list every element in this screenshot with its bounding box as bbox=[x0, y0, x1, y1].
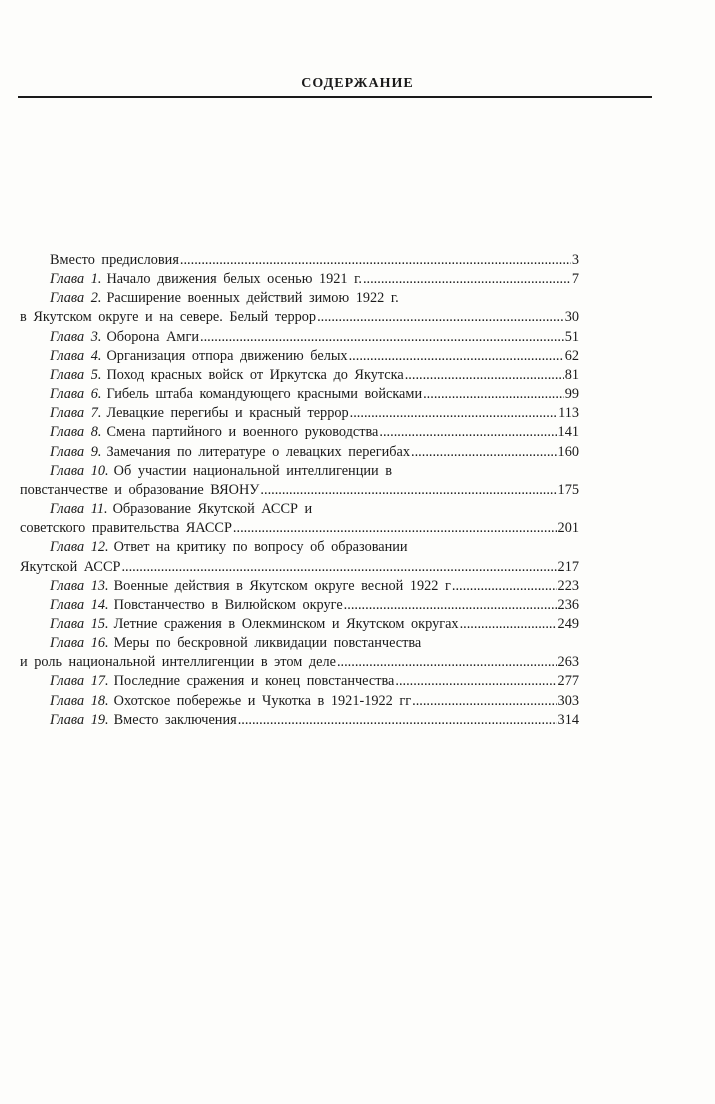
chapter-label: Глава 3. bbox=[50, 328, 102, 345]
toc-entry-line bbox=[20, 539, 579, 558]
toc-entry-line bbox=[20, 635, 579, 654]
chapter-label: Глава 18. bbox=[50, 692, 109, 709]
dot-leader bbox=[405, 367, 564, 384]
entry-title-continued: повстанчестве и образование ВЯОНУ bbox=[20, 481, 260, 498]
entry-title: Левацкие перегибы и красный террор bbox=[106, 405, 349, 422]
toc-entry-line-continued bbox=[20, 520, 579, 539]
page-number: 62 bbox=[564, 347, 579, 364]
toc-entry-line bbox=[20, 597, 579, 616]
page-number: 263 bbox=[557, 654, 579, 671]
entry-title: Охотское побережье и Чукотка в 1921-1922 гг bbox=[113, 692, 412, 709]
entry-title: Расширение военных действий зимою 1922 г. bbox=[106, 290, 399, 307]
chapter-label: Глава 14. bbox=[50, 596, 109, 613]
dot-leader bbox=[233, 520, 557, 537]
entry-title: Вместо предисловия bbox=[50, 252, 179, 268]
dot-leader bbox=[344, 597, 557, 614]
toc-entry-line-continued bbox=[20, 482, 579, 501]
dot-leader bbox=[411, 444, 557, 461]
dot-leader bbox=[423, 386, 564, 403]
toc-entry-line bbox=[20, 405, 579, 424]
entry-title-continued: в Якутском округе и на севере. Белый террор bbox=[20, 309, 317, 326]
chapter-label: Глава 10. bbox=[50, 462, 109, 479]
dot-leader bbox=[460, 616, 557, 633]
dot-leader bbox=[238, 712, 557, 729]
page-number: 30 bbox=[564, 309, 579, 326]
entry-title: Смена партийного и военного руководства bbox=[106, 424, 379, 441]
page-number: 3 bbox=[571, 252, 579, 268]
page-number: 99 bbox=[564, 386, 579, 403]
chapter-label: Глава 15. bbox=[50, 615, 109, 632]
page-number: 160 bbox=[557, 443, 579, 460]
dot-leader bbox=[180, 252, 571, 269]
chapter-label: Глава 7. bbox=[50, 405, 102, 422]
page-number: 201 bbox=[557, 520, 579, 537]
entry-title-continued: советского правительства ЯАССР bbox=[20, 520, 232, 537]
dot-leader bbox=[379, 424, 556, 441]
dot-leader bbox=[349, 348, 564, 365]
entry-title: Об участии национальной интеллигенции в bbox=[113, 462, 392, 479]
toc-entry-line bbox=[20, 501, 579, 520]
dot-leader bbox=[200, 329, 564, 346]
chapter-label: Глава 8. bbox=[50, 424, 102, 441]
toc-entry-line bbox=[20, 673, 579, 692]
dot-leader bbox=[412, 693, 556, 710]
chapter-label: Глава 2. bbox=[50, 290, 102, 307]
page-number: 51 bbox=[564, 328, 579, 345]
chapter-label: Глава 13. bbox=[50, 577, 109, 594]
page-number: 175 bbox=[557, 481, 579, 498]
entry-title-continued: и роль национальной интеллигенции в этом деле bbox=[20, 654, 336, 671]
chapter-label: Глава 16. bbox=[50, 635, 109, 652]
toc-entry-line bbox=[20, 444, 579, 463]
chapter-label: Глава 11. bbox=[50, 501, 108, 518]
chapter-label: Глава 6. bbox=[50, 386, 102, 403]
page-number: 314 bbox=[557, 711, 579, 728]
page-number: 81 bbox=[564, 366, 579, 383]
dot-leader bbox=[317, 309, 564, 326]
toc-entry-line bbox=[20, 329, 579, 348]
entry-title: Последние сражения и конец повстанчества bbox=[113, 673, 395, 690]
entry-title: Меры по бескровной ликвидации повстанчества bbox=[113, 635, 422, 652]
heading-rule bbox=[18, 96, 652, 98]
entry-title: Гибель штаба командующего красными войсками bbox=[106, 386, 423, 403]
entry-title: Образование Якутской АССР и bbox=[112, 501, 313, 518]
toc-entry-line bbox=[20, 252, 579, 271]
dot-leader bbox=[260, 482, 556, 499]
entry-title: Повстанчество в Вилюйском округе bbox=[113, 596, 343, 613]
dot-leader bbox=[363, 271, 571, 288]
toc-entry-line bbox=[20, 424, 579, 443]
page-number: 303 bbox=[557, 692, 579, 709]
entry-title: Ответ на критику по вопросу об образовании bbox=[113, 539, 408, 556]
toc-entry-line-continued bbox=[20, 559, 579, 578]
toc-entry-line-continued bbox=[20, 654, 579, 673]
toc-entry-line bbox=[20, 693, 579, 712]
chapter-label: Глава 5. bbox=[50, 366, 102, 383]
entry-title: Организация отпора движению белых bbox=[106, 347, 348, 364]
chapter-label: Глава 9. bbox=[50, 443, 102, 460]
dot-leader bbox=[337, 654, 557, 671]
toc-entry-line bbox=[20, 578, 579, 597]
toc-entry-line bbox=[20, 616, 579, 635]
entry-title: Поход красных войск от Иркутска до Якутска bbox=[106, 366, 404, 383]
toc-entry-line-continued bbox=[20, 309, 579, 328]
entry-title: Оборона Амги bbox=[106, 328, 199, 345]
chapter-label: Глава 1. bbox=[50, 271, 102, 288]
chapter-label: Глава 19. bbox=[50, 711, 109, 728]
chapter-label: Глава 4. bbox=[50, 347, 102, 364]
toc-entry-line bbox=[20, 386, 579, 405]
dot-leader bbox=[121, 559, 556, 576]
table-of-contents bbox=[20, 252, 579, 731]
page-number: 223 bbox=[557, 577, 579, 594]
page-number: 7 bbox=[571, 271, 579, 288]
entry-title: Военные действия в Якутском округе весной 1922 г bbox=[113, 577, 451, 594]
dot-leader bbox=[452, 578, 557, 595]
page-number: 141 bbox=[557, 424, 579, 441]
toc-entry-line bbox=[20, 271, 579, 290]
entry-title-continued: Якутской АССР bbox=[20, 558, 121, 575]
page-number: 113 bbox=[558, 405, 579, 422]
toc-entry-line bbox=[20, 290, 579, 309]
page-title: СОДЕРЖАНИЕ bbox=[301, 76, 414, 91]
dot-leader bbox=[395, 673, 556, 690]
entry-title: Замечания по литературе о левацких перегибах bbox=[106, 443, 411, 460]
toc-entry-line bbox=[20, 348, 579, 367]
page-number: 249 bbox=[557, 615, 579, 632]
toc-entry-line bbox=[20, 367, 579, 386]
toc-entry-line bbox=[20, 712, 579, 731]
dot-leader bbox=[350, 405, 557, 422]
entry-title: Летние сражения в Олекминском и Якутском округах bbox=[113, 615, 459, 632]
chapter-label: Глава 12. bbox=[50, 539, 109, 556]
page-number: 217 bbox=[557, 558, 579, 575]
entry-title: Вместо заключения bbox=[113, 711, 237, 728]
chapter-label: Глава 17. bbox=[50, 673, 109, 690]
toc-entry-line bbox=[20, 463, 579, 482]
page-number: 236 bbox=[557, 596, 579, 613]
entry-title: Начало движения белых осенью 1921 г. bbox=[106, 271, 362, 288]
page-number: 277 bbox=[557, 673, 579, 690]
